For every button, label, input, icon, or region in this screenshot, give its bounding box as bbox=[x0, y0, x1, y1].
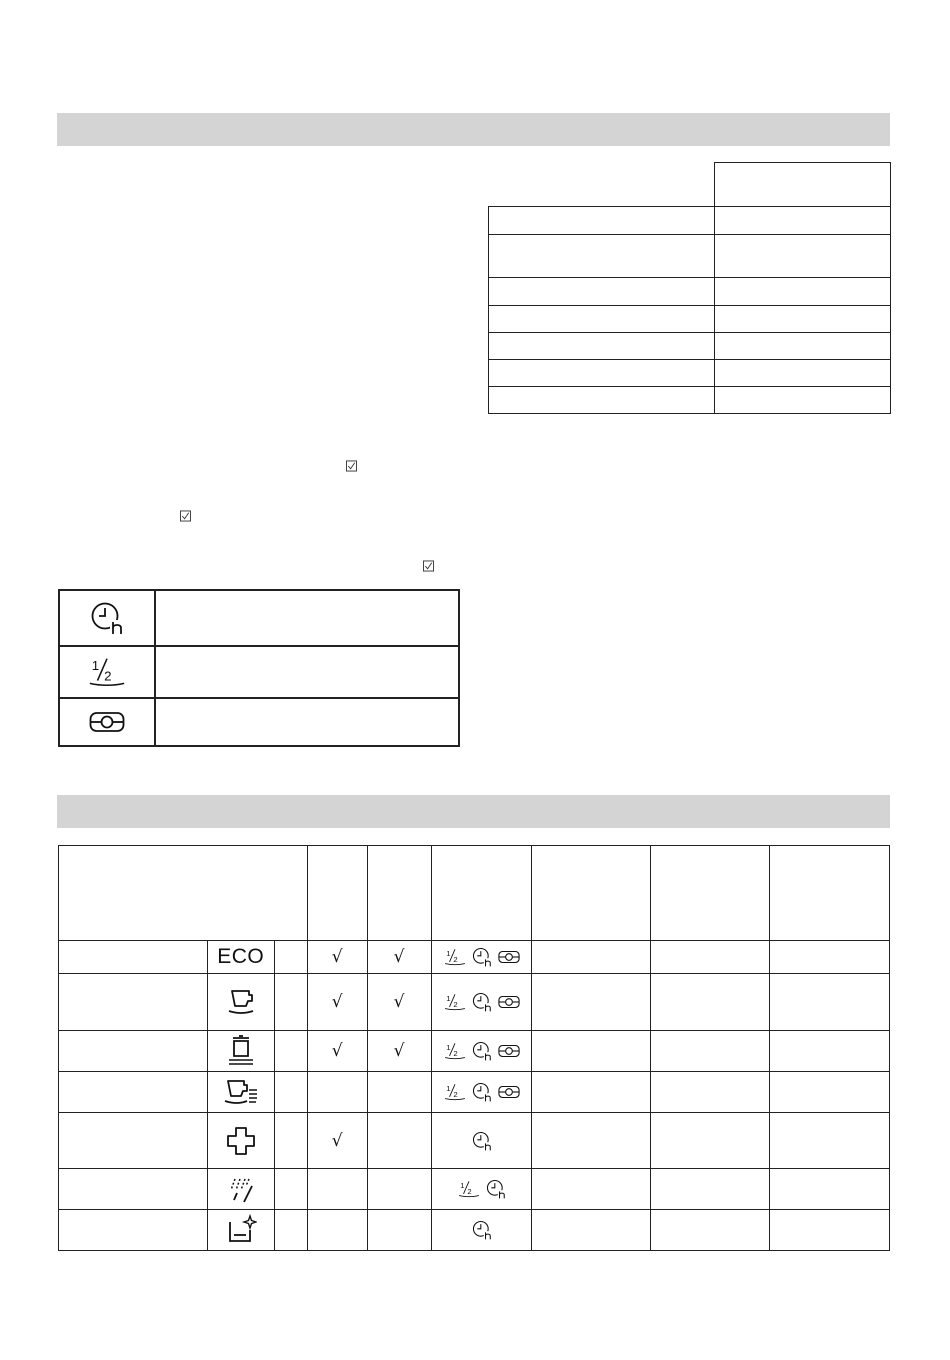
program-cell bbox=[274, 1210, 307, 1251]
check-cell bbox=[367, 941, 431, 974]
legend-description bbox=[155, 698, 459, 746]
spec-table-cell bbox=[489, 333, 715, 360]
self-clean-icon bbox=[225, 1214, 257, 1246]
options-cell bbox=[431, 1031, 532, 1072]
spec-table-header-cell bbox=[715, 163, 891, 207]
spec-table-cell bbox=[715, 360, 891, 387]
program-header-cell bbox=[59, 846, 308, 941]
program-cell bbox=[770, 1113, 890, 1169]
program-icon-cell bbox=[207, 1169, 274, 1210]
program-icon-cell bbox=[207, 974, 274, 1031]
program-name-cell bbox=[59, 1031, 208, 1072]
hygiene-cross-icon bbox=[225, 1125, 257, 1157]
spec-table-cell bbox=[715, 278, 891, 306]
program-header-cell bbox=[651, 846, 770, 941]
time-delay-icon bbox=[472, 1220, 492, 1240]
extra-dry-icon bbox=[498, 1085, 520, 1099]
program-cell bbox=[532, 1210, 651, 1251]
check-mark: √ bbox=[331, 1041, 343, 1061]
checkbox-icon bbox=[423, 560, 434, 572]
extra-dry-icon bbox=[498, 1044, 520, 1058]
program-name-cell bbox=[59, 974, 208, 1031]
time-delay-icon bbox=[472, 1082, 492, 1102]
program-cell bbox=[770, 1210, 890, 1251]
check-cell bbox=[367, 974, 431, 1031]
table-row bbox=[59, 941, 890, 974]
options-cell bbox=[431, 974, 532, 1031]
half-load-icon bbox=[444, 947, 466, 967]
legend-description bbox=[155, 646, 459, 698]
program-cell bbox=[274, 1031, 307, 1072]
check-cell bbox=[307, 974, 367, 1031]
check-cell bbox=[367, 1113, 431, 1169]
check-mark: √ bbox=[393, 947, 405, 967]
program-cell bbox=[532, 941, 651, 974]
extra-dry-icon bbox=[89, 711, 125, 733]
check-cell bbox=[307, 1072, 367, 1113]
cup-icon bbox=[224, 986, 258, 1018]
half-load-icon bbox=[444, 1041, 466, 1061]
options-cell bbox=[431, 1072, 532, 1113]
program-cell bbox=[770, 941, 890, 974]
quick-cup-icon bbox=[223, 1076, 259, 1108]
options-cell bbox=[431, 1169, 532, 1210]
table-row bbox=[59, 1210, 890, 1251]
half-load-icon bbox=[458, 1179, 480, 1199]
program-cell bbox=[651, 974, 770, 1031]
spec-table-cell bbox=[715, 207, 891, 235]
program-cell bbox=[770, 1072, 890, 1113]
check-cell bbox=[367, 1169, 431, 1210]
legend-icon-cell bbox=[59, 698, 155, 746]
program-header-cell bbox=[367, 846, 431, 941]
spec-table-cell bbox=[489, 360, 715, 387]
program-icon-cell bbox=[207, 1210, 274, 1251]
legend-description bbox=[155, 590, 459, 646]
check-mark: √ bbox=[331, 947, 343, 967]
options-cell bbox=[431, 941, 532, 974]
pot-icon bbox=[224, 1034, 258, 1068]
table-row bbox=[59, 1031, 890, 1072]
check-cell bbox=[367, 1210, 431, 1251]
program-icon-cell bbox=[207, 941, 274, 974]
check-cell bbox=[307, 1113, 367, 1169]
program-cell bbox=[651, 941, 770, 974]
check-cell bbox=[307, 1210, 367, 1251]
program-cell bbox=[532, 1113, 651, 1169]
spec-table-cell bbox=[715, 235, 891, 278]
spec-table-cell bbox=[715, 306, 891, 333]
table-row bbox=[59, 1072, 890, 1113]
options-cell bbox=[431, 1210, 532, 1251]
spec-table-cell bbox=[489, 387, 715, 414]
program-cell bbox=[274, 941, 307, 974]
program-icon-cell bbox=[207, 1113, 274, 1169]
program-cell bbox=[274, 974, 307, 1031]
half-load-icon bbox=[88, 655, 126, 689]
checkbox-icon bbox=[346, 460, 357, 472]
check-mark: √ bbox=[393, 1041, 405, 1061]
program-cell bbox=[532, 974, 651, 1031]
section-header-bar-top bbox=[57, 113, 890, 146]
half-load-icon bbox=[444, 1082, 466, 1102]
program-cell bbox=[651, 1210, 770, 1251]
half-load-icon bbox=[444, 992, 466, 1012]
program-cell bbox=[651, 1072, 770, 1113]
program-header-cell bbox=[770, 846, 890, 941]
program-icon-cell bbox=[207, 1072, 274, 1113]
program-cell bbox=[651, 1113, 770, 1169]
program-name-cell bbox=[59, 1210, 208, 1251]
spec-table-cell bbox=[489, 278, 715, 306]
program-name-cell bbox=[59, 1072, 208, 1113]
check-cell bbox=[367, 1031, 431, 1072]
time-delay-icon bbox=[472, 1041, 492, 1061]
time-delay-icon bbox=[472, 1131, 492, 1151]
table-row bbox=[59, 1113, 890, 1169]
program-cell bbox=[770, 1169, 890, 1210]
program-header-cell bbox=[431, 846, 532, 941]
program-name-cell bbox=[59, 1169, 208, 1210]
spec-table-cell bbox=[489, 306, 715, 333]
spec-table-corner bbox=[489, 163, 715, 207]
program-header-cell bbox=[532, 846, 651, 941]
program-cell bbox=[770, 974, 890, 1031]
spec-table-cell bbox=[715, 387, 891, 414]
program-name-cell bbox=[59, 1113, 208, 1169]
program-cell bbox=[532, 1072, 651, 1113]
option-legend-table bbox=[58, 589, 460, 747]
check-cell bbox=[307, 941, 367, 974]
options-cell bbox=[431, 1113, 532, 1169]
program-cell bbox=[532, 1031, 651, 1072]
time-delay-icon bbox=[90, 601, 124, 635]
check-cell bbox=[307, 1169, 367, 1210]
time-delay-icon bbox=[472, 947, 492, 967]
check-cell bbox=[367, 1072, 431, 1113]
time-delay-icon bbox=[486, 1179, 506, 1199]
eco-label: ECO bbox=[217, 945, 265, 968]
program-cell bbox=[651, 1031, 770, 1072]
checkbox-icon bbox=[180, 510, 191, 522]
program-cell bbox=[651, 1169, 770, 1210]
check-cell bbox=[307, 1031, 367, 1072]
time-delay-icon bbox=[472, 992, 492, 1012]
program-table bbox=[58, 845, 890, 1251]
spec-table-cell bbox=[489, 207, 715, 235]
program-cell bbox=[770, 1031, 890, 1072]
check-mark: √ bbox=[393, 992, 405, 1012]
program-header-cell bbox=[307, 846, 367, 941]
program-icon-cell bbox=[207, 1031, 274, 1072]
program-name-cell bbox=[59, 941, 208, 974]
table-row bbox=[59, 1169, 890, 1210]
legend-icon-cell bbox=[59, 646, 155, 698]
table-row bbox=[59, 974, 890, 1031]
program-cell bbox=[274, 1169, 307, 1210]
program-cell bbox=[532, 1169, 651, 1210]
section-header-bar-bottom bbox=[57, 795, 890, 828]
extra-dry-icon bbox=[498, 995, 520, 1009]
spec-table-cell bbox=[715, 333, 891, 360]
spec-table-cell bbox=[489, 235, 715, 278]
check-mark: √ bbox=[331, 1130, 343, 1151]
rinse-spray-icon bbox=[226, 1174, 256, 1204]
check-mark: √ bbox=[331, 992, 343, 1012]
extra-dry-icon bbox=[498, 950, 520, 964]
program-cell bbox=[274, 1072, 307, 1113]
specification-table bbox=[488, 162, 891, 414]
program-cell bbox=[274, 1113, 307, 1169]
legend-icon-cell bbox=[59, 590, 155, 646]
